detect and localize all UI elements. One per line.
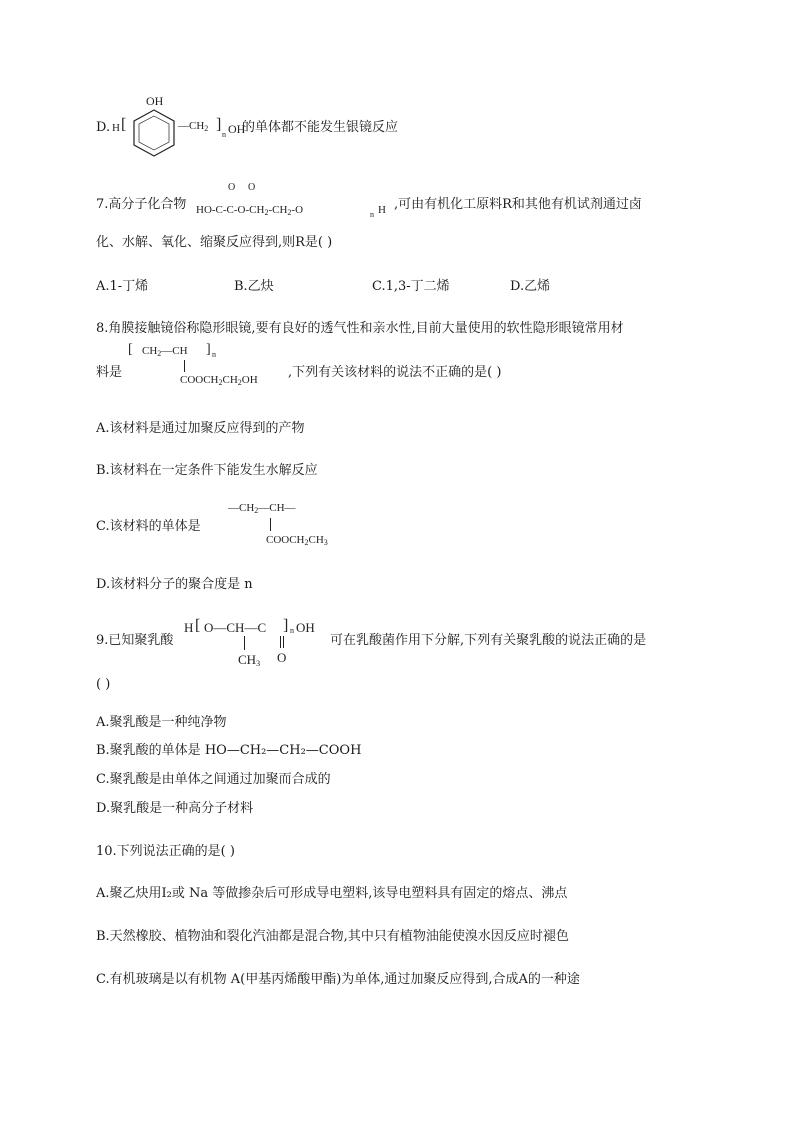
benzene-ring-icon xyxy=(130,108,178,160)
q9-c-o-bond-1 xyxy=(280,636,281,648)
q9-struct-chain: O—CH—C xyxy=(204,620,267,635)
q8-struct-n: n xyxy=(212,350,216,359)
q8-stem-b: 料是 xyxy=(96,365,123,380)
q7-stem-a: 7.高分子化合物 xyxy=(96,197,187,212)
q9-struct-o-dbl: O xyxy=(277,650,287,665)
q6-struct-end: OH xyxy=(228,122,246,136)
q8-c-struct-bottom: $COOCH_2CH_3$ xyxy=(266,534,328,547)
q10-stem: 10.下列说法正确的是( ) xyxy=(96,844,235,859)
q9-option-a: A.聚乳酸是一种纯净物 xyxy=(96,715,227,730)
q9-c-o-bond-2 xyxy=(283,636,284,648)
q8-option-c: C.该材料的单体是 xyxy=(96,519,201,534)
q9-structure xyxy=(184,618,330,670)
q8-struct-bond xyxy=(184,360,185,372)
q8-option-c-structure xyxy=(222,502,362,552)
q6-struct-oh: OH xyxy=(146,94,164,108)
q9-struct-h: H xyxy=(184,620,194,635)
q8-struct-top: $CH_2—CH$ xyxy=(142,345,188,358)
q10-option-b: B.天然橡胶、植物油和裂化汽油都是混合物,其中只有植物油能使溴水因反应时褪色 xyxy=(96,929,569,944)
q7-option-c: C.1,3-丁二烯 xyxy=(372,279,450,294)
q7-struct-o2: O xyxy=(248,182,256,193)
q6-struct-n: n xyxy=(222,130,226,139)
q6-d-suffix: 的单体都不能发生银镜反应 xyxy=(242,120,399,135)
q6-left-bracket: [ xyxy=(121,116,127,133)
q8-struct-bottom: $COOCH_2CH_2OH$ xyxy=(180,374,258,387)
q9-left-bracket: [ xyxy=(195,617,201,634)
q9-struct-ch3: $CH_3$ xyxy=(238,652,261,668)
q7-struct-o1: O xyxy=(228,182,236,193)
q7-option-d: D.乙烯 xyxy=(510,279,551,294)
q7-struct-h: H xyxy=(378,204,386,216)
q6-d-prefix: D. xyxy=(96,120,111,135)
q8-option-b: B.该材料在一定条件下能发生水解反应 xyxy=(96,463,318,478)
q8-c-struct-top: $—CH_2—CH—$ xyxy=(228,502,296,515)
q7-structure xyxy=(196,182,392,222)
q9-ch3-bond xyxy=(244,636,245,650)
q8-option-d: D.该材料分子的聚合度是 n xyxy=(96,577,253,592)
q10-option-a: A.聚乙炔用I₂或 Na 等做掺杂后可形成导电塑料,该导电塑料具有固定的熔点、沸点 xyxy=(96,886,568,901)
q7-option-a: A.1-丁烯 xyxy=(96,279,149,294)
q7-stem-b: ,可由有机化工原料R和其他有机试剂通过卤 xyxy=(394,197,642,212)
q9-struct-oh: OH xyxy=(296,620,315,635)
q8-c-struct-bond xyxy=(270,518,271,531)
q8-option-a: A.该材料是通过加聚反应得到的产物 xyxy=(96,421,305,436)
q9-option-b: B.聚乳酸的单体是 HO—CH₂—CH₂—COOH xyxy=(96,743,362,758)
q8-structure xyxy=(128,342,288,392)
q10-option-c: C.有机玻璃是以有机物 A(甲基丙烯酸甲酯)为单体,通过加聚反应得到,合成A的一种途 xyxy=(96,972,580,987)
q7-option-b: B.乙炔 xyxy=(234,279,274,294)
q9-option-c: C.聚乳酸是由单体之间通过加聚而合成的 xyxy=(96,772,331,787)
q8-right-bracket: ] xyxy=(206,342,211,357)
q8-left-bracket: [ xyxy=(128,342,133,357)
q6-right-bracket: ] xyxy=(216,116,222,133)
q9-stem-a: 9.已知聚乳酸 xyxy=(96,633,174,648)
q9-option-d: D.聚乳酸是一种高分子材料 xyxy=(96,801,254,816)
q7-struct-main: $HO-C-C-O-CH_2-CH_2-O$ xyxy=(196,204,304,217)
q6-struct-ch2: $—CH_2$ xyxy=(178,120,209,133)
q7-struct-n: n xyxy=(370,210,374,219)
q8-stem-c: ,下列有关该材料的说法不正确的是( ) xyxy=(288,365,502,380)
q9-stem-c: ( ) xyxy=(96,677,111,692)
q9-stem-b: 可在乳酸菌作用下分解,下列有关聚乳酸的说法正确的是 xyxy=(330,633,647,648)
q9-right-bracket: ] xyxy=(283,617,289,634)
q6-d-structure xyxy=(112,92,246,162)
q9-struct-n: n xyxy=(290,626,294,635)
q7-stem-c: 化、水解、氧化、缩聚反应得到,则R是( ) xyxy=(96,235,333,250)
q8-stem-a: 8.角膜接触镜俗称隐形眼镜,要有良好的透气性和亲水性,目前大量使用的软性隐形眼镜常用材 xyxy=(96,321,624,336)
q6-struct-h: H xyxy=(112,122,120,134)
